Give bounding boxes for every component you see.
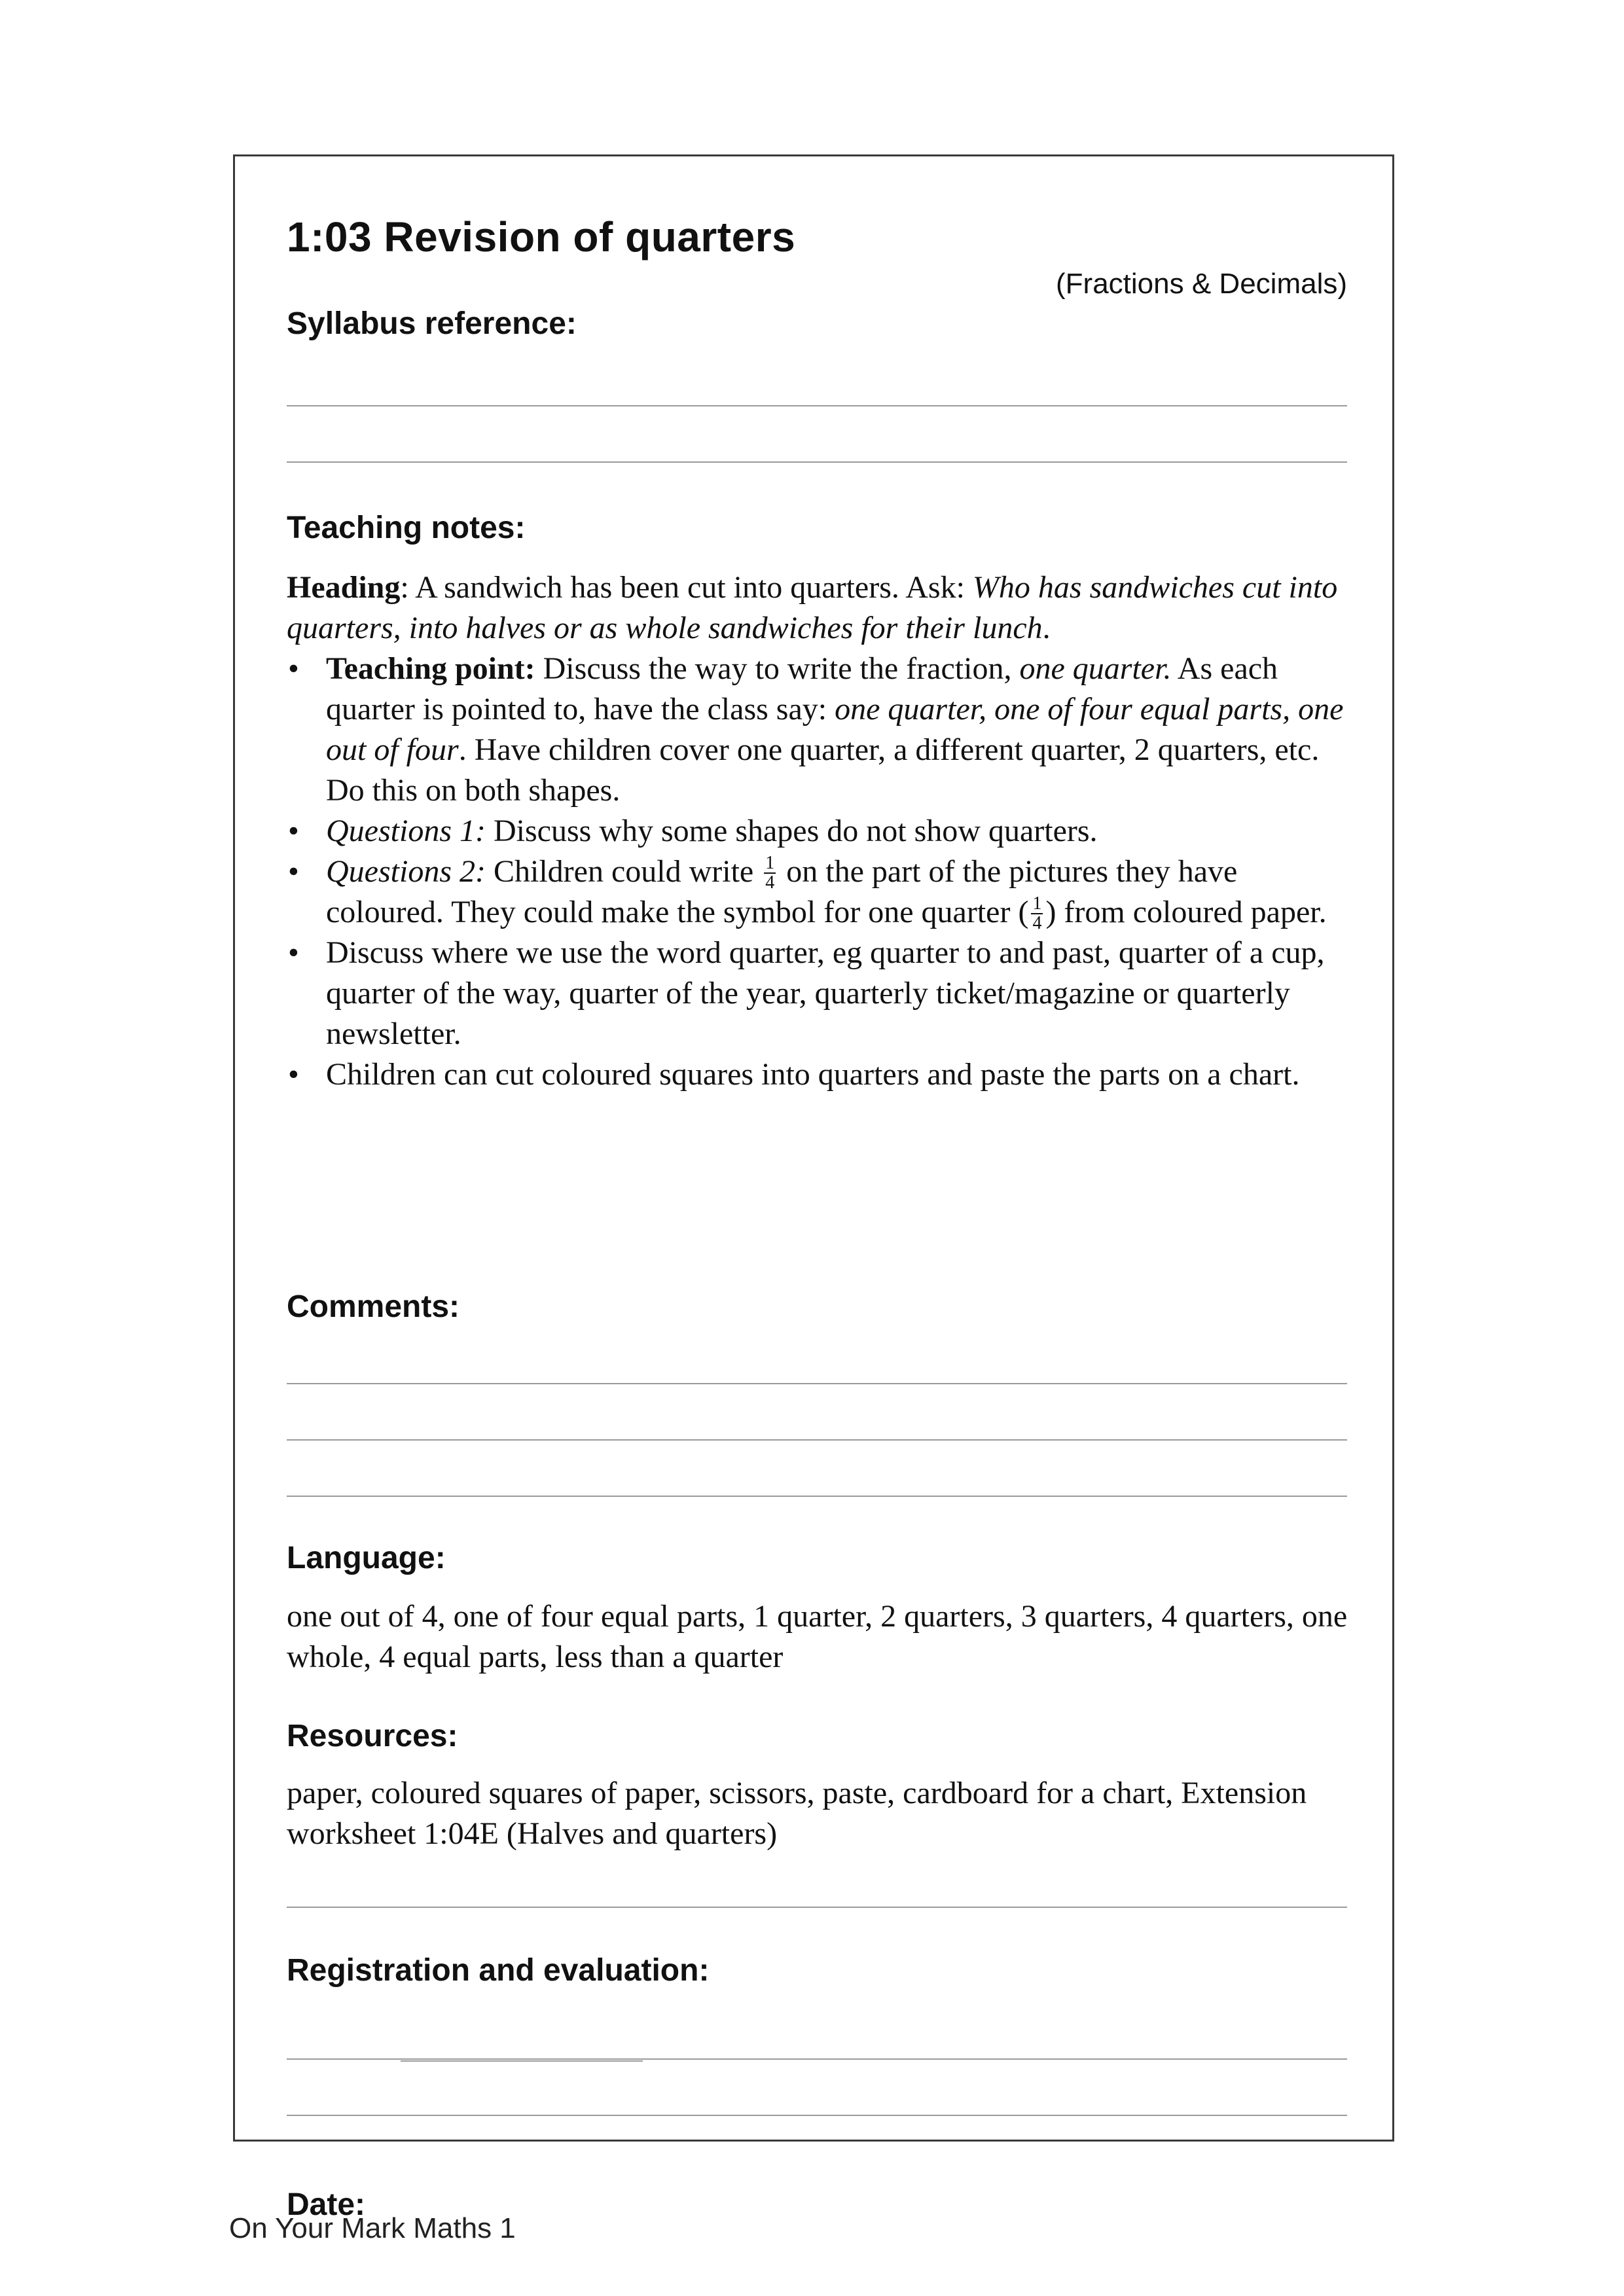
resources-heading: Resources:: [287, 1719, 458, 1753]
lesson-card: [233, 154, 1394, 2222]
list-item: [287, 852, 1360, 933]
syllabus-line-1: [287, 405, 1347, 406]
page-title: 1:03 Revision of quarters: [287, 213, 796, 260]
language-text: one out of 4, one of four equal parts, 1 quarter, 2 quarters, 3 quarters, 4 quarters, one whole, 4 equal parts, less than a quarter: [287, 1599, 1348, 1674]
list-item: [287, 811, 1360, 852]
list-item-italic: one quarter.: [1019, 651, 1172, 686]
comments-heading: Comments:: [287, 1289, 460, 1324]
teaching-notes-body: [287, 567, 1360, 1095]
list-item: [287, 933, 1360, 1054]
list-item-text: on the part of the pictures they have coloured. They could make the symbol for one quarter (: [326, 854, 1238, 929]
comments-line-2: [287, 1439, 1347, 1441]
teaching-notes-list: [287, 649, 1360, 1095]
heading-note-question: Who has sandwiches cut into quarters, into halves or as whole sandwiches for their lunch: [287, 570, 1338, 645]
list-item: [287, 1054, 1360, 1095]
questions-2-label: Questions 2:: [326, 854, 486, 889]
list-item-text: ) from coloured paper.: [1045, 895, 1327, 929]
resources-line: [287, 1907, 1347, 1908]
fraction-numerator: 1: [1032, 893, 1042, 914]
heading-note-end: .: [1042, 611, 1051, 645]
list-item-text: . Have children cover one quarter, a different quarter, 2 quarters, etc. Do this on both shapes.: [326, 732, 1320, 808]
date-field-line: [401, 2060, 643, 2062]
date-label: Date:: [287, 2187, 366, 2222]
fraction-one-quarter: [764, 854, 776, 892]
footer-text: On Your Mark Maths 1: [229, 2212, 516, 2244]
teaching-point-label: Teaching point:: [326, 651, 535, 686]
teaching-notes-heading: Teaching notes:: [287, 511, 526, 545]
language-heading: Language:: [287, 1541, 446, 1575]
registration-line-2: [287, 2115, 1347, 2116]
list-item-italic: one quarter, one of four equal parts, one out of four: [326, 692, 1344, 767]
heading-note: [287, 567, 1360, 649]
fraction-numerator: 1: [765, 853, 775, 873]
registration-heading: Registration and evaluation:: [287, 1953, 710, 1988]
resources-text: paper, coloured squares of paper, scissors, paste, cardboard for a chart, Extension worksheet 1:04E (Halves and quarters): [287, 1776, 1307, 1851]
subject-label: (Fractions & Decimals): [1056, 268, 1347, 300]
fraction-one-quarter: [1031, 895, 1043, 933]
list-item-text: Children can cut coloured squares into quarters and paste the parts on a chart.: [326, 1057, 1300, 1092]
fraction-denominator: 4: [1032, 913, 1042, 933]
list-item: [287, 649, 1360, 811]
list-item-text: Discuss where we use the word quarter, eg quarter to and past, quarter of a cup, quarter of the way, quarter of the year, quarterly ticket/magazine or quarterly newsletter.: [326, 935, 1325, 1051]
list-item-text: As each quarter is pointed to, have the class say:: [326, 651, 1278, 726]
questions-1-label: Questions 1:: [326, 814, 486, 848]
comments-line-1: [287, 1383, 1347, 1384]
syllabus-heading: Syllabus reference:: [287, 306, 577, 341]
fraction-denominator: 4: [765, 872, 775, 893]
heading-note-label: Heading: [287, 570, 401, 605]
list-item-text: Discuss why some shapes do not show quarters.: [485, 814, 1098, 848]
registration-line-1: [287, 2058, 1347, 2060]
comments-line-3: [287, 1496, 1347, 1497]
heading-note-text: : A sandwich has been cut into quarters. Ask:: [400, 570, 973, 605]
list-item-text: Children could write: [485, 854, 762, 889]
syllabus-line-2: [287, 461, 1347, 463]
list-item-text: Discuss the way to write the fraction,: [535, 651, 1020, 686]
